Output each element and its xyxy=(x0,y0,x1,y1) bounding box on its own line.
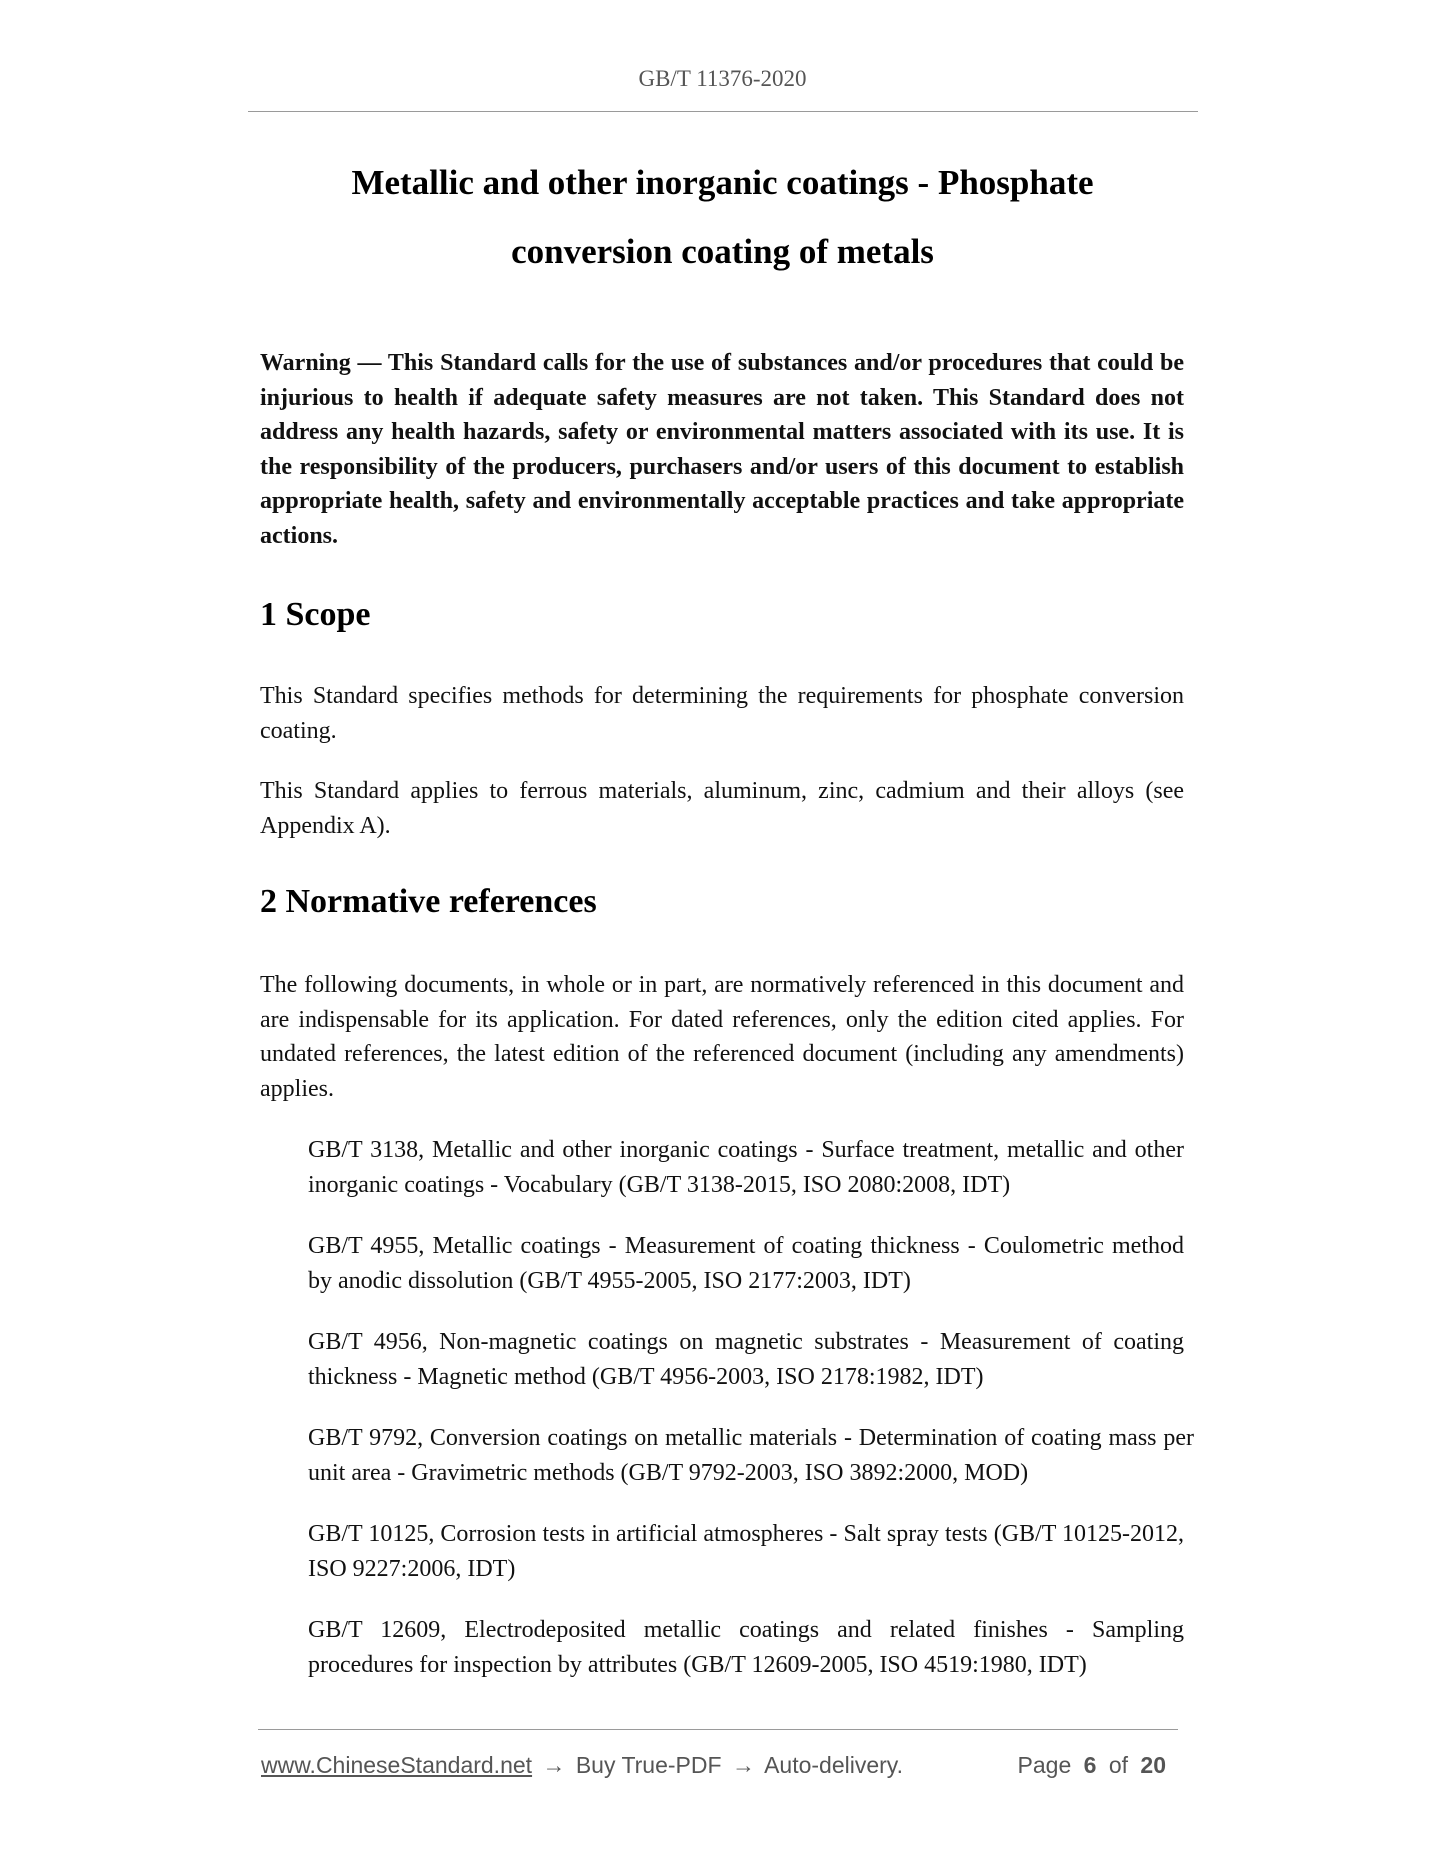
arrow-right-icon: → xyxy=(731,1752,755,1778)
chinesestandard-link[interactable]: www.ChineseStandard.net xyxy=(261,1752,533,1778)
section-heading-normative-references: 2 Normative references xyxy=(260,883,597,920)
arrow-right-icon: → xyxy=(542,1752,566,1778)
reference-item: GB/T 9792, Conversion coatings on metallic materials - Determination of coating mass per unit area - Gravimetric methods (GB/T 9792-2003, ISO 3892:2000, MOD) xyxy=(308,1425,1194,1486)
warning-notice: Warning — This Standard calls for the use of substances and/or procedures that could be injurious to health if adequate safety measures are not taken. This Standard does not address any health hazards, safety or environmental matters associated with its use. It is the responsibility of the producers, purchasers and/or users of this document to establish appropriate health, safety and environmentally acceptable practices and take appropriate actions. xyxy=(260,350,1184,549)
reference-item: GB/T 10125, Corrosion tests in artificial atmospheres - Salt spray tests (GB/T 10125-2012, ISO 9227:2006, IDT) xyxy=(308,1521,1184,1582)
footer-promo xyxy=(261,1750,903,1780)
header-divider xyxy=(248,111,1198,112)
page-of-label: of xyxy=(1108,1752,1129,1778)
scope-paragraph-1: This Standard specifies methods for determining the requirements for phosphate conversion coating. xyxy=(260,683,1184,744)
footer-step-buy: Buy True-PDF xyxy=(575,1752,722,1778)
reference-list xyxy=(308,1133,1194,1709)
reference-item: GB/T 12609, Electrodeposited metallic coatings and related finishes - Sampling procedures for inspection by attributes (GB/T 12609-2005, ISO 4519:1980, IDT) xyxy=(308,1617,1184,1678)
section-heading-scope: 1 Scope xyxy=(260,596,371,633)
reference-item: GB/T 4955, Metallic coatings - Measurement of coating thickness - Coulometric method by anodic dissolution (GB/T 4955-2005, ISO 2177:2003, IDT) xyxy=(308,1233,1184,1294)
page-number xyxy=(1018,1750,1172,1780)
page-label: Page xyxy=(1017,1752,1072,1778)
scope-paragraph-2: This Standard applies to ferrous materials, aluminum, zinc, cadmium and their alloys (see Appendix A). xyxy=(260,778,1184,839)
document-title-line-2: conversion coating of metals xyxy=(511,232,934,271)
page-total: 20 xyxy=(1140,1752,1166,1778)
document-title-line-1: Metallic and other inorganic coatings - Phosphate xyxy=(351,163,1094,202)
running-header: GB/T 11376-2020 xyxy=(638,66,807,91)
page-footer xyxy=(261,1750,1176,1780)
document-title xyxy=(0,148,1445,286)
footer-divider xyxy=(258,1729,1178,1730)
reference-item: GB/T 4956, Non-magnetic coatings on magnetic substrates - Measurement of coating thickness - Magnetic method (GB/T 4956-2003, ISO 2178:1982, IDT) xyxy=(308,1329,1184,1390)
footer-step-delivery: Auto-delivery. xyxy=(764,1752,903,1778)
page-current: 6 xyxy=(1083,1752,1097,1778)
normative-references-intro: The following documents, in whole or in part, are normatively referenced in this document and are indispensable for its application. For dated references, only the edition cited applies. For undated references, the latest edition of the referenced document (including any amendments) applies. xyxy=(260,972,1184,1102)
reference-item: GB/T 3138, Metallic and other inorganic coatings - Surface treatment, metallic and other inorganic coatings - Vocabulary (GB/T 3138-2015, ISO 2080:2008, IDT) xyxy=(308,1137,1184,1198)
